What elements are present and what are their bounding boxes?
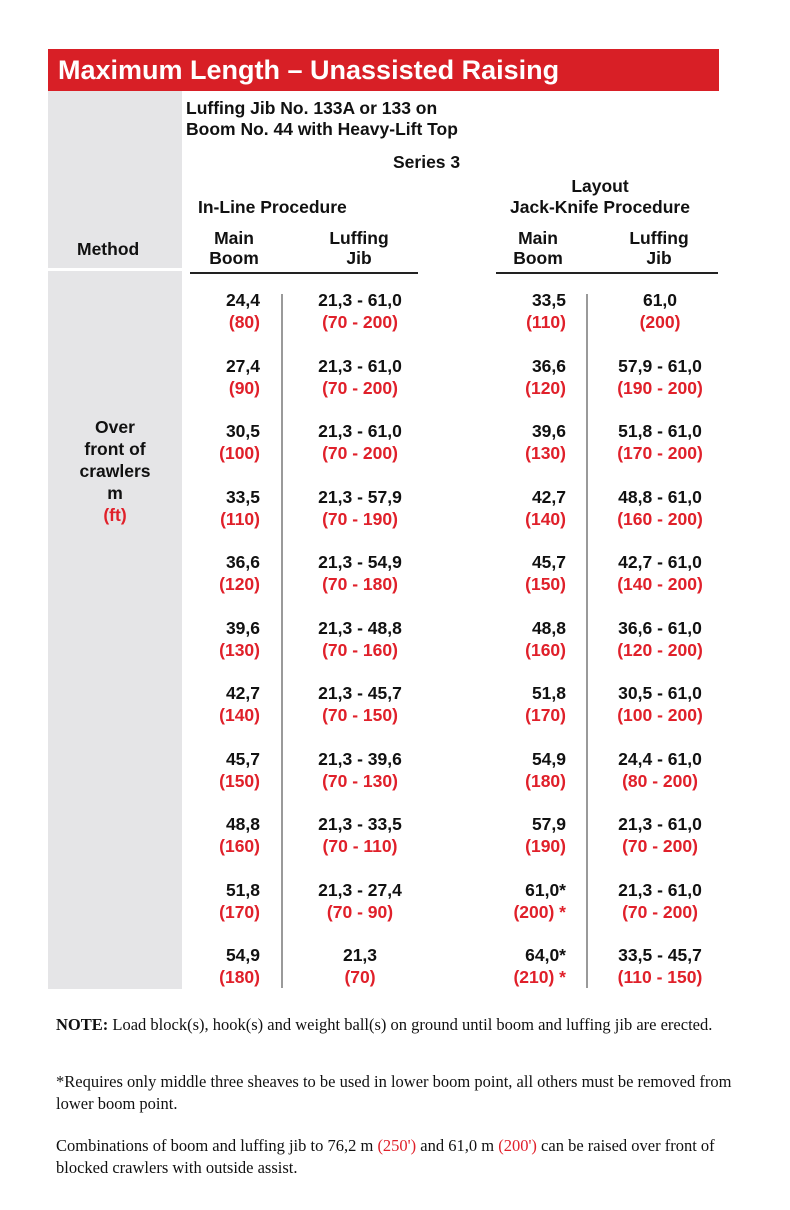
feet-value: (140)	[219, 705, 260, 725]
feet-value: (70 - 90)	[326, 901, 394, 922]
method-column-panel	[48, 91, 182, 989]
metric-value: 64,0*	[525, 945, 566, 965]
inline-luffing-jib-cell	[296, 289, 424, 333]
note-label: NOTE:	[56, 1015, 109, 1034]
feet-value: (180)	[219, 967, 260, 987]
layout-luffing-jib-cell	[596, 289, 724, 333]
configuration-title	[186, 98, 458, 140]
inline-main-boom-cell	[188, 682, 260, 726]
method-line-3: crawlers	[79, 461, 151, 481]
metric-value: 30,5	[225, 421, 260, 441]
layout-main-boom-cell	[494, 813, 566, 857]
feet-value: (160)	[525, 639, 566, 660]
layout-luffing-jib-cell	[596, 355, 724, 399]
feet-value: (200) *	[513, 901, 566, 922]
metric-value: 45,7	[225, 748, 260, 769]
layout-main-boom-cell	[494, 289, 566, 333]
layout-title-line-2: Jack-Knife Procedure	[510, 197, 690, 217]
metric-value: 21,3 - 33,5	[318, 814, 402, 834]
metric-value: 24,4	[225, 290, 260, 310]
metric-value: 33,5	[531, 290, 566, 310]
combinations-note	[56, 1135, 746, 1179]
inline-main-boom-cell	[188, 486, 260, 530]
inline-main-boom-header	[196, 228, 272, 268]
inline-luffing-jib-cell	[296, 944, 424, 988]
metric-value: 54,9	[531, 748, 566, 769]
layout-header-rule	[496, 272, 718, 274]
metric-value: 21,3 - 61,0	[618, 879, 702, 900]
layout-luffing-jib-cell	[596, 813, 724, 857]
combo-text-a: Combinations of boom and luffing jib to 76,2 m	[56, 1136, 378, 1155]
feet-value: (110)	[220, 508, 260, 529]
combo-text-b: and 61,0 m	[416, 1136, 499, 1155]
inline-main-boom-cell	[188, 748, 260, 792]
method-line-1: Over	[95, 417, 135, 437]
layout-title-line-1: Layout	[571, 176, 629, 196]
inline-luffing-jib-cell	[296, 748, 424, 792]
header-jib: Jib	[646, 248, 672, 268]
layout-main-boom-cell	[494, 682, 566, 726]
metric-value: 27,4	[225, 355, 260, 376]
metric-value: 42,7 - 61,0	[618, 552, 702, 572]
layout-luffing-jib-header	[612, 228, 706, 268]
metric-value: 21,3	[342, 945, 378, 965]
metric-value: 21,3 - 39,6	[318, 748, 402, 769]
feet-value: (200)	[639, 312, 681, 332]
configuration-line-2: Boom No. 44 with Heavy-Lift Top	[186, 119, 458, 139]
feet-value: (70 - 180)	[322, 574, 398, 594]
metric-value: 57,9	[531, 814, 566, 834]
feet-value: (160)	[219, 836, 260, 856]
page-title: Maximum Length – Unassisted Raising	[58, 55, 560, 85]
method-description	[48, 416, 182, 526]
feet-value: (70)	[344, 967, 376, 987]
method-line-4: m	[107, 483, 123, 503]
metric-value: 30,5 - 61,0	[618, 683, 702, 703]
combo-ft-2: (200')	[498, 1136, 537, 1155]
layout-main-boom-cell	[494, 420, 566, 464]
header-boom: Boom	[209, 248, 259, 268]
layout-column-separator	[586, 294, 588, 988]
header-luffing: Luffing	[329, 228, 389, 248]
metric-value: 21,3 - 54,9	[318, 552, 402, 572]
inline-main-boom-cell	[188, 944, 260, 988]
metric-value: 51,8	[225, 879, 260, 900]
layout-main-boom-cell	[494, 617, 566, 661]
title-bar	[48, 49, 719, 91]
header-jib: Jib	[346, 248, 372, 268]
layout-main-boom-cell	[494, 748, 566, 792]
inline-procedure-title: In-Line Procedure	[198, 197, 347, 217]
inline-main-boom-cell	[188, 879, 260, 923]
feet-value: (70 - 200)	[622, 836, 698, 856]
inline-main-boom-cell	[188, 420, 260, 464]
inline-luffing-jib-cell	[296, 551, 424, 595]
metric-value: 42,7	[531, 486, 566, 507]
feet-value: (70 - 150)	[322, 705, 398, 725]
feet-value: (170)	[525, 705, 566, 725]
inline-luffing-jib-cell	[296, 813, 424, 857]
feet-value: (150)	[525, 574, 566, 594]
header-boom: Boom	[513, 248, 563, 268]
metric-value: 21,3 - 45,7	[318, 683, 402, 703]
feet-value: (190)	[525, 836, 566, 856]
inline-header-rule	[190, 272, 418, 274]
feet-value: (120 - 200)	[617, 639, 703, 660]
metric-value: 48,8	[225, 814, 260, 834]
metric-value: 33,5	[225, 486, 260, 507]
feet-value: (160 - 200)	[617, 508, 703, 529]
layout-luffing-jib-cell	[596, 617, 724, 661]
note-paragraph	[56, 1014, 746, 1036]
inline-main-boom-cell	[188, 617, 260, 661]
layout-luffing-jib-cell	[596, 682, 724, 726]
feet-value: (190 - 200)	[617, 377, 703, 398]
layout-main-boom-cell	[494, 486, 566, 530]
layout-main-boom-cell	[494, 355, 566, 399]
inline-luffing-jib-cell	[296, 486, 424, 530]
feet-value: (170 - 200)	[617, 443, 703, 463]
feet-value: (70 - 200)	[622, 901, 698, 922]
layout-luffing-jib-cell	[596, 944, 724, 988]
feet-value: (120)	[219, 574, 260, 594]
metric-value: 39,6	[225, 617, 260, 638]
metric-value: 57,9 - 61,0	[618, 355, 702, 376]
metric-value: 48,8	[531, 617, 566, 638]
method-header: Method	[77, 239, 140, 259]
feet-value: (140 - 200)	[617, 574, 703, 594]
feet-value: (70 - 130)	[322, 770, 398, 791]
feet-value: (170)	[219, 901, 260, 922]
configuration-line-1: Luffing Jib No. 133A or 133 on	[186, 98, 438, 118]
header-luffing: Luffing	[629, 228, 689, 248]
method-line-5: (ft)	[103, 505, 127, 525]
metric-value: 36,6	[225, 552, 260, 572]
inline-luffing-jib-cell	[296, 420, 424, 464]
layout-luffing-jib-cell	[596, 486, 724, 530]
feet-value: (130)	[525, 443, 566, 463]
feet-value: (110 - 150)	[617, 967, 703, 987]
inline-luffing-jib-cell	[296, 617, 424, 661]
metric-value: 61,0	[642, 290, 678, 310]
layout-main-boom-cell	[494, 879, 566, 923]
feet-value: (140)	[525, 508, 566, 529]
metric-value: 51,8 - 61,0	[618, 421, 702, 441]
layout-luffing-jib-cell	[596, 420, 724, 464]
layout-luffing-jib-cell	[596, 748, 724, 792]
metric-value: 21,3 - 48,8	[318, 617, 402, 638]
metric-value: 24,4 - 61,0	[618, 748, 702, 769]
combo-text-c: can be raised over front of blocked crawlers with outside assist.	[56, 1136, 715, 1177]
metric-value: 45,7	[531, 552, 566, 572]
feet-value: (80 - 200)	[622, 770, 698, 791]
feet-value: (70 - 110)	[322, 836, 398, 856]
layout-main-boom-cell	[494, 551, 566, 595]
metric-value: 33,5 - 45,7	[618, 945, 702, 965]
series-label: Series 3	[393, 152, 461, 172]
metric-value: 21,3 - 61,0	[318, 421, 402, 441]
feet-value: (130)	[219, 639, 260, 660]
metric-value: 36,6	[531, 355, 566, 376]
feet-value: (70 - 200)	[322, 312, 398, 332]
inline-luffing-jib-cell	[296, 355, 424, 399]
asterisk-note: *Requires only middle three sheaves to be used in lower boom point, all others must be removed from lower boom point.	[56, 1072, 732, 1113]
feet-value: (210) *	[513, 967, 566, 987]
feet-value: (100)	[219, 443, 260, 463]
feet-value: (180)	[525, 770, 566, 791]
metric-value: 61,0*	[525, 879, 566, 900]
feet-value: (70 - 160)	[322, 639, 398, 660]
inline-main-boom-cell	[188, 289, 260, 333]
inline-main-boom-cell	[188, 355, 260, 399]
layout-luffing-jib-cell	[596, 879, 724, 923]
inline-luffing-jib-cell	[296, 682, 424, 726]
header-main: Main	[214, 228, 254, 248]
inline-column-separator	[281, 294, 283, 988]
feet-value: (150)	[219, 770, 260, 791]
combo-ft-1: (250')	[377, 1136, 417, 1155]
method-divider	[48, 268, 182, 271]
layout-procedure-title	[484, 176, 716, 218]
layout-main-boom-cell	[494, 944, 566, 988]
layout-main-boom-header	[500, 228, 576, 268]
feet-value: (100 - 200)	[617, 705, 703, 725]
inline-main-boom-cell	[188, 551, 260, 595]
feet-value: (80)	[228, 312, 260, 332]
metric-value: 21,3 - 61,0	[318, 290, 402, 310]
layout-luffing-jib-cell	[596, 551, 724, 595]
metric-value: 21,3 - 61,0	[618, 814, 702, 834]
inline-luffing-jib-cell	[296, 879, 424, 923]
metric-value: 39,6	[531, 421, 566, 441]
feet-value: (120)	[525, 377, 566, 398]
feet-value: (70 - 190)	[322, 508, 398, 529]
metric-value: 42,7	[225, 683, 260, 703]
metric-value: 21,3 - 61,0	[318, 355, 402, 376]
metric-value: 54,9	[225, 945, 260, 965]
feet-value: (70 - 200)	[322, 377, 398, 398]
metric-value: 21,3 - 57,9	[318, 486, 402, 507]
metric-value: 21,3 - 27,4	[318, 879, 402, 900]
inline-luffing-jib-header	[312, 228, 406, 268]
header-main: Main	[518, 228, 558, 248]
metric-value: 48,8 - 61,0	[618, 486, 702, 507]
feet-value: (90)	[228, 377, 260, 398]
metric-value: 51,8	[531, 683, 566, 703]
note-text: Load block(s), hook(s) and weight ball(s) on ground until boom and luffing jib are erected.	[108, 1015, 713, 1034]
inline-main-boom-cell	[188, 813, 260, 857]
feet-value: (110)	[526, 312, 566, 332]
method-line-2: front of	[84, 439, 146, 459]
feet-value: (70 - 200)	[322, 443, 398, 463]
metric-value: 36,6 - 61,0	[618, 617, 702, 638]
